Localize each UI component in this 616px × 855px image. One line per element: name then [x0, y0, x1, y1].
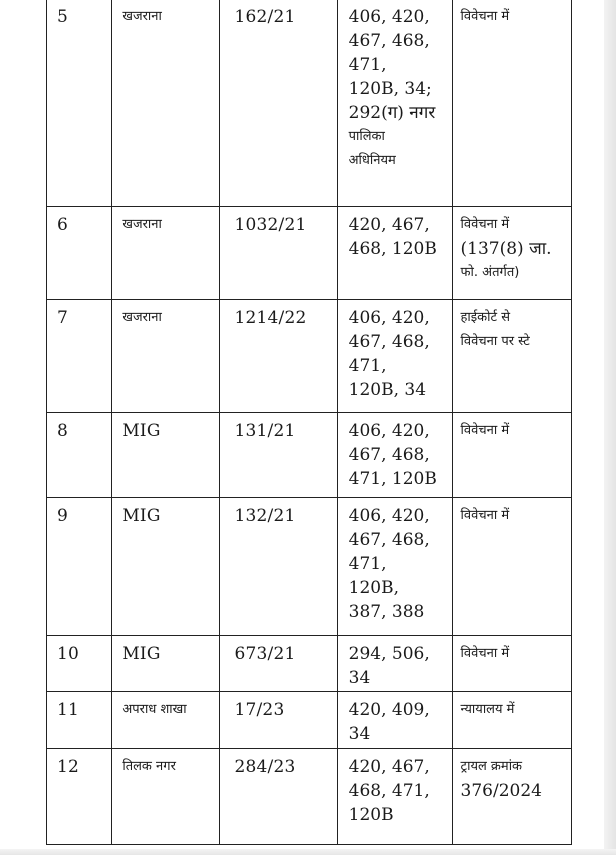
- page-bottom-shadow: [0, 849, 616, 855]
- crime-number-cell: [220, 207, 337, 300]
- table-row: [47, 413, 572, 498]
- serial-cell: [47, 749, 112, 845]
- crime-number-cell: [220, 692, 337, 749]
- sections-cell: [337, 0, 452, 207]
- status-line: ट्रायल क्रमांक: [460, 759, 523, 774]
- section-line: 420, 467,: [348, 757, 430, 777]
- crime-number: 132/21: [234, 506, 296, 526]
- section-line: 467, 468,: [348, 445, 430, 465]
- thana-cell: [112, 207, 220, 300]
- thana-name: तिलक नगर: [122, 759, 176, 774]
- case-records-body: [47, 0, 572, 845]
- crime-number-cell: [220, 498, 337, 636]
- serial-number: 7: [57, 308, 69, 328]
- serial-number: 8: [57, 421, 69, 441]
- section-line: 120B: [348, 805, 394, 825]
- crime-number: 17/23: [234, 700, 285, 720]
- serial-number: 6: [57, 215, 69, 235]
- serial-number: 9: [57, 506, 69, 526]
- section-line: 471,: [348, 55, 387, 75]
- status-cell: [452, 636, 571, 692]
- section-line: 467, 468,: [348, 332, 430, 352]
- sections-cell: [337, 300, 452, 413]
- section-line: 34: [348, 724, 371, 744]
- status-cell: [452, 413, 571, 498]
- thana-cell: [112, 413, 220, 498]
- thana-name: MIG: [122, 421, 161, 441]
- section-line: 467, 468,: [348, 31, 430, 51]
- serial-cell: [47, 636, 112, 692]
- section-line: 120B,: [348, 578, 399, 598]
- crime-number-cell: [220, 636, 337, 692]
- status-cell: [452, 692, 571, 749]
- status-cell: [452, 300, 571, 413]
- thana-cell: [112, 0, 220, 207]
- case-records-table: [46, 0, 572, 845]
- section-line: 120B, 34: [348, 380, 427, 400]
- serial-cell: [47, 692, 112, 749]
- page-edge-shadow: [604, 0, 616, 855]
- table-row: [47, 498, 572, 636]
- section-line: 406, 420,: [348, 308, 430, 328]
- section-line: 420, 409,: [348, 700, 430, 720]
- serial-number: 10: [57, 644, 80, 664]
- thana-cell: [112, 498, 220, 636]
- table-row: [47, 692, 572, 749]
- thana-name: खजराना: [122, 217, 162, 232]
- sections-cell: [337, 636, 452, 692]
- status-line: फो. अंतर्गत): [460, 265, 520, 280]
- thana-name: अपराध शाखा: [122, 702, 187, 717]
- crime-number: 284/23: [234, 757, 296, 777]
- serial-cell: [47, 207, 112, 300]
- thana-cell: [112, 692, 220, 749]
- thana-cell: [112, 300, 220, 413]
- thana-name: MIG: [122, 506, 161, 526]
- status-line: हाईकोर्ट से: [460, 310, 511, 325]
- section-line: 120B, 34;: [348, 79, 432, 99]
- crime-number: 131/21: [234, 421, 296, 441]
- thana-name: खजराना: [122, 9, 162, 24]
- status-line: विवेचना में: [460, 508, 510, 523]
- table-row: [47, 300, 572, 413]
- sections-cell: [337, 207, 452, 300]
- section-line: 406, 420,: [348, 7, 430, 27]
- status-line: विवेचना में: [460, 9, 510, 24]
- status-cell: [452, 0, 571, 207]
- status-line: 376/2024: [460, 781, 542, 801]
- status-line: विवेचना में: [460, 217, 510, 232]
- sections-cell: [337, 692, 452, 749]
- serial-cell: [47, 498, 112, 636]
- section-line: 406, 420,: [348, 421, 430, 441]
- section-line: 471, 120B: [348, 469, 437, 489]
- section-line: 406, 420,: [348, 506, 430, 526]
- status-line: विवेचना पर स्टे: [460, 334, 530, 349]
- section-line: पालिका: [348, 129, 385, 144]
- status-cell: [452, 207, 571, 300]
- section-line: 471,: [348, 554, 387, 574]
- crime-number-cell: [220, 413, 337, 498]
- serial-number: 12: [57, 757, 80, 777]
- status-line: (137(8) जा.: [460, 239, 552, 259]
- thana-cell: [112, 636, 220, 692]
- section-line: 468, 120B: [348, 239, 437, 259]
- thana-name: खजराना: [122, 310, 162, 325]
- section-line: 467, 468,: [348, 530, 430, 550]
- status-cell: [452, 749, 571, 845]
- section-line: अधिनियम: [348, 153, 396, 168]
- section-line: 387, 388: [348, 602, 425, 622]
- serial-cell: [47, 413, 112, 498]
- sections-cell: [337, 498, 452, 636]
- section-line: 468, 471,: [348, 781, 430, 801]
- crime-number-cell: [220, 300, 337, 413]
- serial-number: 11: [57, 700, 80, 720]
- crime-number: 162/21: [234, 7, 296, 27]
- table-row: [47, 207, 572, 300]
- thana-name: MIG: [122, 644, 161, 664]
- section-line: 34: [348, 668, 371, 688]
- crime-number-cell: [220, 0, 337, 207]
- sections-cell: [337, 749, 452, 845]
- section-line: 471,: [348, 356, 387, 376]
- table-row: [47, 0, 572, 207]
- crime-number: 1214/22: [234, 308, 307, 328]
- status-cell: [452, 498, 571, 636]
- serial-cell: [47, 0, 112, 207]
- section-line: 420, 467,: [348, 215, 430, 235]
- crime-number: 1032/21: [234, 215, 307, 235]
- section-line: 294, 506,: [348, 644, 430, 664]
- serial-number: 5: [57, 7, 69, 27]
- serial-cell: [47, 300, 112, 413]
- sections-cell: [337, 413, 452, 498]
- status-line: न्यायालय में: [460, 702, 515, 717]
- crime-number-cell: [220, 749, 337, 845]
- crime-number: 673/21: [234, 644, 296, 664]
- table-row: [47, 749, 572, 845]
- table-row: [47, 636, 572, 692]
- section-line: 292(ग) नगर: [348, 103, 436, 123]
- status-line: विवेचना में: [460, 423, 510, 438]
- status-line: विवेचना में: [460, 646, 510, 661]
- thana-cell: [112, 749, 220, 845]
